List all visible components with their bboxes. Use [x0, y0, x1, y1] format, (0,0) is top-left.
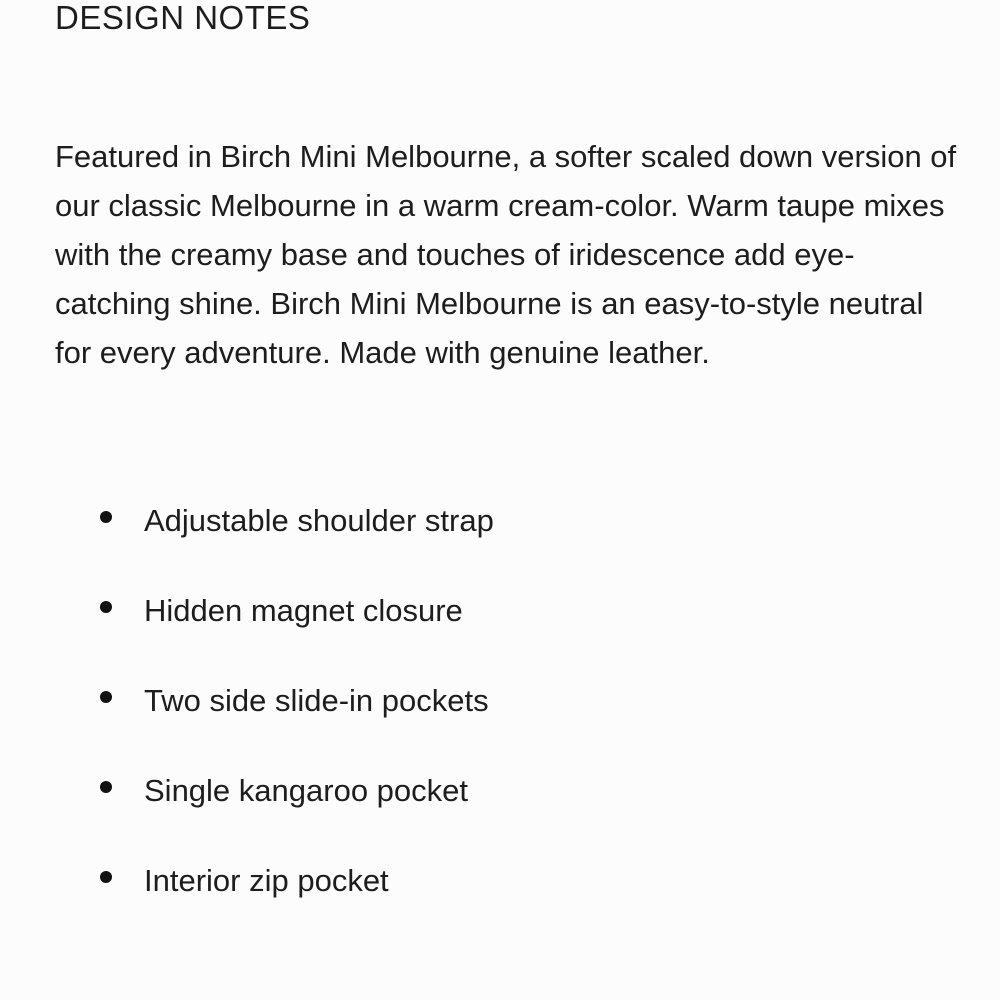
section-heading: DESIGN NOTES	[55, 0, 311, 36]
feature-item: Adjustable shoulder strap	[55, 496, 960, 545]
features-list	[55, 496, 960, 905]
feature-item: Interior zip pocket	[55, 856, 960, 905]
feature-item: Two side slide-in pockets	[55, 676, 960, 725]
feature-item: Single kangaroo pocket	[55, 766, 960, 815]
product-description: Featured in Birch Mini Melbourne, a softer scaled down version of our classic Melbourne in a warm cream-color. Warm taupe mixes with the creamy base and touches of iridescence add eye-catching shine. Birch Mini Melbourne is an easy-to-style neutral for every adventure. Made with genuine leather.	[55, 139, 957, 370]
feature-item: Hidden magnet closure	[55, 586, 960, 635]
